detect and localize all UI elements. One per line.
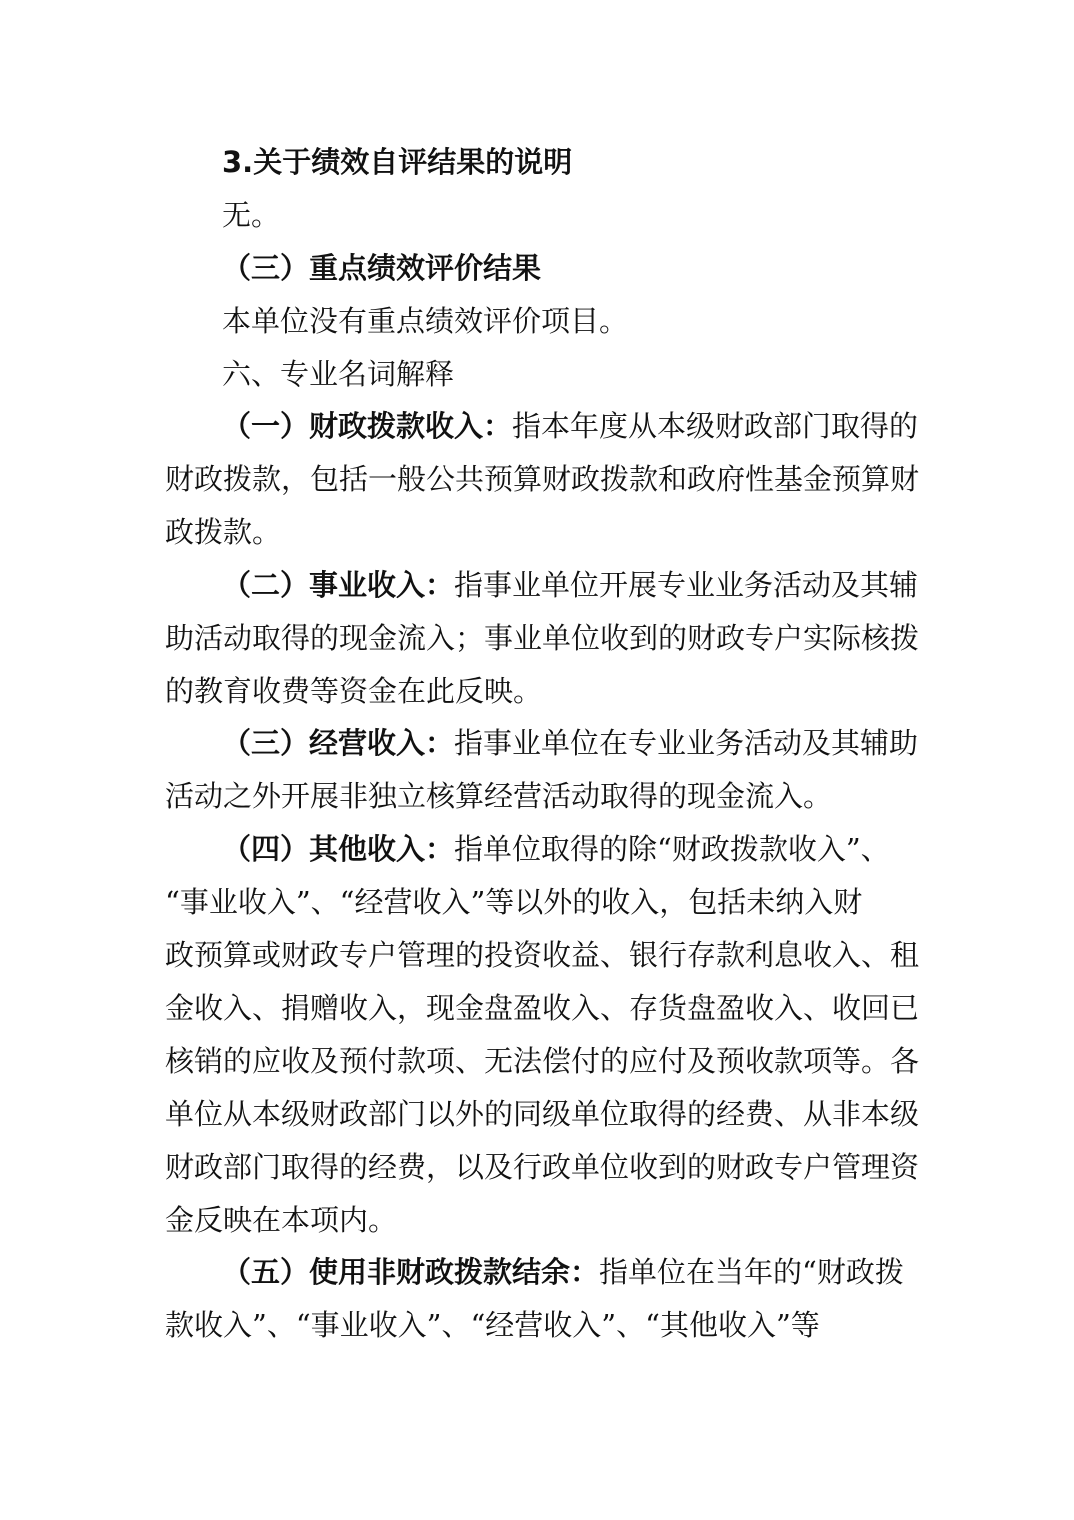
term-paragraph-4-line-6: 单位从本级财政部门以外的同级单位取得的经费、从非本级 [165, 1097, 920, 1131]
term-label: （一）财政拨款收入： [222, 409, 513, 443]
term-label: （三）经营收入： [222, 726, 455, 760]
term-paragraph-2-line-3: 的教育收费等资金在此反映。 [165, 674, 543, 708]
term-paragraph-3-line-1 [0, 723, 1074, 763]
term-paragraph-4-line-8: 金反映在本项内。 [165, 1203, 398, 1237]
term-label: （四）其他收入： [222, 832, 455, 866]
section-heading-3: 3.关于绩效自评结果的说明 [222, 145, 573, 179]
term-label: （五）使用非财政拨款结余： [222, 1255, 600, 1289]
term-text: 指事业单位开展专业业务活动及其辅 [454, 568, 919, 602]
term-paragraph-4-line-2: “事业收入”、“经营收入”等以外的收入，包括未纳入财 [165, 885, 863, 919]
term-paragraph-4-line-3: 政预算或财政专户管理的投资收益、银行存款利息收入、租 [165, 938, 920, 972]
term-paragraph-1-line-2: 财政拨款，包括一般公共预算财政拨款和政府性基金预算财 [165, 462, 920, 496]
term-text: 指事业单位在专业业务活动及其辅助 [454, 726, 919, 760]
term-text: 指单位在当年的“财政拨 [599, 1255, 904, 1289]
term-text: 指本年度从本级财政部门取得的 [512, 409, 919, 443]
term-paragraph-5-line-1 [0, 1252, 1074, 1292]
term-text: 指单位取得的除“财政拨款收入”、 [454, 832, 890, 866]
section-heading-six: 六、专业名词解释 [222, 357, 455, 391]
term-paragraph-1-line-1 [0, 406, 1074, 446]
term-paragraph-1-line-3: 政拨款。 [165, 515, 282, 549]
term-paragraph-3-line-2: 活动之外开展非独立核算经营活动取得的现金流入。 [165, 779, 833, 813]
term-paragraph-4-line-5: 核销的应收及预付款项、无法偿付的应付及预收款项等。各 [165, 1044, 920, 1078]
term-label: （二）事业收入： [222, 568, 455, 602]
term-paragraph-5-line-2: 款收入”、“事业收入”、“经营收入”、“其他收入”等 [165, 1308, 820, 1342]
term-paragraph-2-line-2: 助活动取得的现金流入；事业单位收到的财政专户实际核拨 [165, 621, 920, 655]
paragraph-key-evaluation: 本单位没有重点绩效评价项目。 [222, 304, 629, 338]
term-paragraph-2-line-1 [0, 565, 1074, 605]
term-paragraph-4-line-4: 金收入、捐赠收入，现金盘盈收入、存货盘盈收入、收回已 [165, 991, 920, 1025]
section-heading-key-evaluation: （三）重点绩效评价结果 [222, 251, 542, 285]
term-paragraph-4-line-7: 财政部门取得的经费，以及行政单位收到的财政专户管理资 [165, 1150, 920, 1184]
term-paragraph-4-line-1 [0, 829, 1074, 869]
paragraph-none: 无。 [222, 198, 281, 232]
